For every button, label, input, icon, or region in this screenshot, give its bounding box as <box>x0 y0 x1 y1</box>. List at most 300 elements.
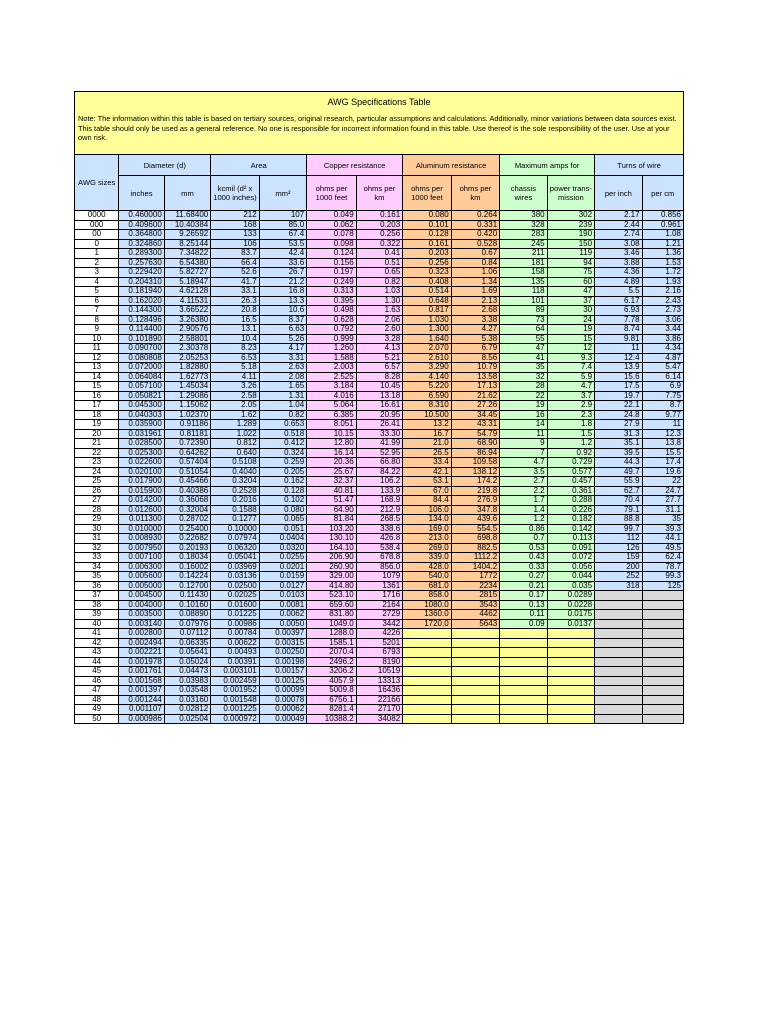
cell-inches: 0.090700 <box>119 344 164 354</box>
cell-power: 24 <box>547 315 594 325</box>
cell-power: 150 <box>547 239 594 249</box>
cell-mm: 0.03160 <box>164 695 210 705</box>
cell-cu-ft: 659.60 <box>307 600 357 610</box>
cell-chassis <box>500 695 547 705</box>
cell-cu-ft: 260.90 <box>307 562 357 572</box>
cell-kcmil: 0.07974 <box>211 534 260 544</box>
cell-power: 4.7 <box>547 382 594 392</box>
cell-al-km: 219.8 <box>451 486 500 496</box>
cell-cu-km: 1.63 <box>356 306 402 316</box>
cell-al-ft: 0.080 <box>403 211 452 221</box>
header-mm2: mm² <box>259 176 306 211</box>
cell-mm: 1.29086 <box>164 391 210 401</box>
cell-per-cm <box>642 714 683 724</box>
cell-per-inch: 7.78 <box>595 315 642 325</box>
cell-al-km: 0.528 <box>451 239 500 249</box>
cell-power <box>547 629 594 639</box>
cell-kcmil: 0.02500 <box>211 581 260 591</box>
cell-power <box>547 676 594 686</box>
header-al-ohms-per-1000ft: ohms per 1000 feet <box>403 176 452 211</box>
cell-chassis <box>500 657 547 667</box>
cell-per-cm: 1.36 <box>642 249 683 259</box>
cell-per-inch <box>595 619 642 629</box>
cell-per-cm: 62.4 <box>642 553 683 563</box>
cell-per-inch: 70.4 <box>595 496 642 506</box>
cell-cu-ft: 16.14 <box>307 448 357 458</box>
cell-al-ft: 428.0 <box>403 562 452 572</box>
cell-cu-km: 0.82 <box>356 277 402 287</box>
cell-chassis: 4.7 <box>500 458 547 468</box>
cell-per-inch: 112 <box>595 534 642 544</box>
table-row <box>75 600 684 610</box>
cell-al-ft: 3.290 <box>403 363 452 373</box>
cell-per-cm: 13.8 <box>642 439 683 449</box>
cell-power: 0.0228 <box>547 600 594 610</box>
cell-per-inch <box>595 705 642 715</box>
cell-inches: 0.057100 <box>119 382 164 392</box>
table-row <box>75 448 684 458</box>
cell-chassis: 64 <box>500 325 547 335</box>
cell-chassis: 101 <box>500 296 547 306</box>
cell-cu-km: 212.9 <box>356 505 402 515</box>
cell-cu-km: 5201 <box>356 638 402 648</box>
cell-chassis: 2.2 <box>500 486 547 496</box>
cell-kcmil: 0.812 <box>211 439 260 449</box>
header-mm: mm <box>164 176 210 211</box>
cell-cu-km: 2164 <box>356 600 402 610</box>
cell-cu-ft: 2496.2 <box>307 657 357 667</box>
cell-al-ft <box>403 686 452 696</box>
table-row <box>75 391 684 401</box>
cell-chassis: 16 <box>500 410 547 420</box>
cell-chassis <box>500 638 547 648</box>
cell-awg: 7 <box>75 306 119 316</box>
cell-chassis: 35 <box>500 363 547 373</box>
cell-cu-ft: 329.00 <box>307 572 357 582</box>
cell-awg: 18 <box>75 410 119 420</box>
cell-cu-km: 20.95 <box>356 410 402 420</box>
cell-al-km: 1772 <box>451 572 500 582</box>
cell-al-ft <box>403 638 452 648</box>
cell-per-inch: 24.8 <box>595 410 642 420</box>
cell-power: 37 <box>547 296 594 306</box>
cell-mm: 0.14224 <box>164 572 210 582</box>
cell-power <box>547 657 594 667</box>
cell-chassis: 0.13 <box>500 600 547 610</box>
cell-cu-km: 133.9 <box>356 486 402 496</box>
cell-cu-ft: 8.051 <box>307 420 357 430</box>
table-row <box>75 524 684 534</box>
header-cu-ohms-per-1000ft: ohms per 1000 feet <box>307 176 357 211</box>
cell-per-inch: 44.3 <box>595 458 642 468</box>
cell-mm2: 0.0081 <box>259 600 306 610</box>
cell-al-km <box>451 648 500 658</box>
cell-mm: 7.34822 <box>164 249 210 259</box>
cell-cu-ft: 0.124 <box>307 249 357 259</box>
cell-awg: 24 <box>75 467 119 477</box>
cell-al-km <box>451 676 500 686</box>
cell-cu-km: 3442 <box>356 619 402 629</box>
cell-awg: 000 <box>75 220 119 230</box>
cell-cu-km: 6.57 <box>356 363 402 373</box>
cell-power: 47 <box>547 287 594 297</box>
cell-cu-km: 4226 <box>356 629 402 639</box>
cell-per-cm: 27.7 <box>642 496 683 506</box>
cell-mm2: 107 <box>259 211 306 221</box>
cell-power: 119 <box>547 249 594 259</box>
cell-al-ft: 1360.0 <box>403 610 452 620</box>
cell-mm2: 0.00125 <box>259 676 306 686</box>
cell-inches: 0.144300 <box>119 306 164 316</box>
cell-per-inch: 31.3 <box>595 429 642 439</box>
cell-chassis: 9 <box>500 439 547 449</box>
cell-cu-ft: 81.84 <box>307 515 357 525</box>
cell-kcmil: 4.11 <box>211 372 260 382</box>
cell-inches: 0.015900 <box>119 486 164 496</box>
cell-al-ft: 0.648 <box>403 296 452 306</box>
table-row <box>75 638 684 648</box>
cell-mm2: 0.82 <box>259 410 306 420</box>
cell-power <box>547 648 594 658</box>
cell-power: 75 <box>547 268 594 278</box>
header-turns-per-cm: per cm <box>642 176 683 211</box>
cell-cu-km: 8.28 <box>356 372 402 382</box>
cell-per-inch <box>595 638 642 648</box>
cell-al-ft: 0.408 <box>403 277 452 287</box>
cell-cu-km: 2729 <box>356 610 402 620</box>
cell-mm: 0.07112 <box>164 629 210 639</box>
cell-power <box>547 667 594 677</box>
cell-kcmil: 0.640 <box>211 448 260 458</box>
cell-power <box>547 695 594 705</box>
table-row <box>75 505 684 515</box>
cell-awg: 11 <box>75 344 119 354</box>
cell-al-km: 4462 <box>451 610 500 620</box>
table-row <box>75 353 684 363</box>
cell-chassis: 283 <box>500 230 547 240</box>
cell-mm2: 21.2 <box>259 277 306 287</box>
cell-mm: 0.40386 <box>164 486 210 496</box>
cell-cu-km: 0.256 <box>356 230 402 240</box>
cell-inches: 0.007950 <box>119 543 164 553</box>
cell-per-cm: 39.3 <box>642 524 683 534</box>
cell-awg: 45 <box>75 667 119 677</box>
cell-per-cm: 6.9 <box>642 382 683 392</box>
table-row <box>75 486 684 496</box>
cell-per-inch: 99.7 <box>595 524 642 534</box>
cell-per-cm: 1.08 <box>642 230 683 240</box>
table-row <box>75 372 684 382</box>
cell-per-cm: 3.86 <box>642 334 683 344</box>
header-area: Area <box>211 155 307 176</box>
cell-chassis <box>500 648 547 658</box>
cell-kcmil: 0.00784 <box>211 629 260 639</box>
cell-per-cm: 8.7 <box>642 401 683 411</box>
cell-inches: 0.010000 <box>119 524 164 534</box>
cell-al-ft: 106.0 <box>403 505 452 515</box>
cell-al-ft: 84.4 <box>403 496 452 506</box>
cell-awg: 00 <box>75 230 119 240</box>
cell-mm2: 8.37 <box>259 315 306 325</box>
cell-al-ft: 53.1 <box>403 477 452 487</box>
table-row <box>75 477 684 487</box>
cell-cu-km: 27170 <box>356 705 402 715</box>
cell-mm: 0.20193 <box>164 543 210 553</box>
cell-kcmil: 20.8 <box>211 306 260 316</box>
cell-awg: 8 <box>75 315 119 325</box>
cell-al-km: 1112.2 <box>451 553 500 563</box>
cell-al-ft <box>403 629 452 639</box>
cell-kcmil: 168 <box>211 220 260 230</box>
cell-awg: 4 <box>75 277 119 287</box>
cell-per-inch: 6.93 <box>595 306 642 316</box>
cell-power: 190 <box>547 230 594 240</box>
cell-per-inch: 5.5 <box>595 287 642 297</box>
cell-chassis: 1.7 <box>500 496 547 506</box>
cell-awg: 17 <box>75 401 119 411</box>
cell-per-inch: 3.46 <box>595 249 642 259</box>
table-row <box>75 534 684 544</box>
cell-mm: 10.40384 <box>164 220 210 230</box>
cell-mm: 0.64262 <box>164 448 210 458</box>
cell-mm: 1.15062 <box>164 401 210 411</box>
cell-cu-km: 1079 <box>356 572 402 582</box>
cell-cu-ft: 10.15 <box>307 429 357 439</box>
cell-chassis: 0.27 <box>500 572 547 582</box>
cell-cu-km: 8190 <box>356 657 402 667</box>
cell-al-ft: 2.070 <box>403 344 452 354</box>
table-row <box>75 439 684 449</box>
cell-chassis: 118 <box>500 287 547 297</box>
cell-mm2: 3.31 <box>259 353 306 363</box>
cell-cu-km: 66.80 <box>356 458 402 468</box>
cell-kcmil: 0.3204 <box>211 477 260 487</box>
cell-inches: 0.008930 <box>119 534 164 544</box>
cell-per-cm: 2.73 <box>642 306 683 316</box>
cell-inches: 0.005000 <box>119 581 164 591</box>
cell-al-ft: 5.220 <box>403 382 452 392</box>
cell-mm2: 0.00397 <box>259 629 306 639</box>
table-row <box>75 401 684 411</box>
cell-al-ft: 213.0 <box>403 534 452 544</box>
cell-al-km: 2234 <box>451 581 500 591</box>
header-copper-resistance: Copper resistance <box>307 155 403 176</box>
cell-cu-ft: 0.792 <box>307 325 357 335</box>
cell-al-ft <box>403 705 452 715</box>
table-row <box>75 315 684 325</box>
cell-inches: 0.006300 <box>119 562 164 572</box>
cell-awg: 13 <box>75 363 119 373</box>
cell-power: 30 <box>547 306 594 316</box>
cell-kcmil: 83.7 <box>211 249 260 259</box>
table-row <box>75 410 684 420</box>
cell-al-km: 8.56 <box>451 353 500 363</box>
cell-cu-ft: 6756.1 <box>307 695 357 705</box>
cell-cu-km: 10519 <box>356 667 402 677</box>
cell-power: 0.0137 <box>547 619 594 629</box>
cell-kcmil: 0.2528 <box>211 486 260 496</box>
cell-awg: 27 <box>75 496 119 506</box>
cell-power <box>547 638 594 648</box>
cell-inches: 0.001978 <box>119 657 164 667</box>
cell-kcmil: 41.7 <box>211 277 260 287</box>
cell-per-cm: 19.6 <box>642 467 683 477</box>
cell-cu-ft: 4.016 <box>307 391 357 401</box>
cell-chassis: 55 <box>500 334 547 344</box>
cell-mm2: 26.7 <box>259 268 306 278</box>
cell-per-cm: 99.3 <box>642 572 683 582</box>
cell-per-cm <box>642 657 683 667</box>
cell-inches: 0.204310 <box>119 277 164 287</box>
cell-cu-km: 426.8 <box>356 534 402 544</box>
cell-cu-ft: 0.098 <box>307 239 357 249</box>
cell-chassis: 0.09 <box>500 619 547 629</box>
table-row <box>75 287 684 297</box>
cell-cu-ft: 12.80 <box>307 439 357 449</box>
cell-cu-km: 0.203 <box>356 220 402 230</box>
cell-cu-ft: 0.249 <box>307 277 357 287</box>
cell-inches: 0.020100 <box>119 467 164 477</box>
table-row <box>75 629 684 639</box>
cell-al-km: 54.79 <box>451 429 500 439</box>
cell-awg: 37 <box>75 591 119 601</box>
cell-per-inch: 9.81 <box>595 334 642 344</box>
cell-al-ft: 134.0 <box>403 515 452 525</box>
cell-kcmil: 0.10000 <box>211 524 260 534</box>
cell-per-cm: 2.16 <box>642 287 683 297</box>
cell-cu-ft: 25.67 <box>307 467 357 477</box>
cell-cu-ft: 523.10 <box>307 591 357 601</box>
table-row <box>75 676 684 686</box>
cell-mm2: 0.0201 <box>259 562 306 572</box>
cell-mm: 8.25144 <box>164 239 210 249</box>
cell-per-inch: 55.9 <box>595 477 642 487</box>
cell-cu-km: 33.30 <box>356 429 402 439</box>
cell-al-km: 1.34 <box>451 277 500 287</box>
cell-mm2: 0.0159 <box>259 572 306 582</box>
cell-al-km: 0.264 <box>451 211 500 221</box>
cell-cu-ft: 0.156 <box>307 258 357 268</box>
cell-al-ft: 0.323 <box>403 268 452 278</box>
cell-mm: 0.02812 <box>164 705 210 715</box>
cell-inches: 0.001107 <box>119 705 164 715</box>
cell-power: 0.361 <box>547 486 594 496</box>
cell-mm2: 0.0103 <box>259 591 306 601</box>
cell-inches: 0.035900 <box>119 420 164 430</box>
disclaimer-note: Note: The information within this table is based on tertiary sources, original research, particular assumptions and calculations. Additionally, minor variations between data sources exist. This table should only be used as a general reference. No one is responsible for incorrect information found in this table. Use thereof is the sole responsibility of the user. Use at your own risk. <box>75 112 684 155</box>
cell-kcmil: 0.00986 <box>211 619 260 629</box>
cell-kcmil: 0.2016 <box>211 496 260 506</box>
cell-mm2: 42.4 <box>259 249 306 259</box>
header-awg-sizes: AWG sizes <box>75 155 119 211</box>
cell-awg: 2 <box>75 258 119 268</box>
cell-cu-km: 678.8 <box>356 553 402 563</box>
cell-al-km: 6.79 <box>451 344 500 354</box>
header-inches: inches <box>119 176 164 211</box>
cell-mm: 0.32004 <box>164 505 210 515</box>
cell-inches: 0.000986 <box>119 714 164 724</box>
cell-al-km: 109.58 <box>451 458 500 468</box>
cell-per-cm: 1.21 <box>642 239 683 249</box>
cell-mm2: 33.6 <box>259 258 306 268</box>
cell-al-km <box>451 657 500 667</box>
cell-awg: 3 <box>75 268 119 278</box>
cell-cu-km: 856.0 <box>356 562 402 572</box>
cell-power: 0.0289 <box>547 591 594 601</box>
table-row <box>75 657 684 667</box>
cell-power: 1.2 <box>547 439 594 449</box>
cell-chassis: 245 <box>500 239 547 249</box>
header-chassis-wires: chassis wires <box>500 176 547 211</box>
cell-mm2: 0.0062 <box>259 610 306 620</box>
cell-chassis: 89 <box>500 306 547 316</box>
cell-mm: 11.68400 <box>164 211 210 221</box>
cell-al-ft: 269.0 <box>403 543 452 553</box>
cell-al-km: 698.8 <box>451 534 500 544</box>
cell-inches: 0.003500 <box>119 610 164 620</box>
cell-cu-ft: 6.385 <box>307 410 357 420</box>
cell-cu-km: 1361 <box>356 581 402 591</box>
cell-awg: 42 <box>75 638 119 648</box>
cell-al-ft: 21.0 <box>403 439 452 449</box>
cell-cu-ft: 2.003 <box>307 363 357 373</box>
cell-awg: 39 <box>75 610 119 620</box>
cell-awg: 47 <box>75 686 119 696</box>
cell-al-ft: 1.640 <box>403 334 452 344</box>
table-row <box>75 686 684 696</box>
cell-cu-km: 6793 <box>356 648 402 658</box>
cell-power: 0.288 <box>547 496 594 506</box>
cell-cu-ft: 1049.0 <box>307 619 357 629</box>
cell-mm: 0.05024 <box>164 657 210 667</box>
cell-awg: 0000 <box>75 211 119 221</box>
cell-mm2: 0.102 <box>259 496 306 506</box>
cell-inches: 0.040303 <box>119 410 164 420</box>
cell-awg: 16 <box>75 391 119 401</box>
table-row <box>75 429 684 439</box>
table-row <box>75 496 684 506</box>
cell-inches: 0.050821 <box>119 391 164 401</box>
cell-mm2: 16.8 <box>259 287 306 297</box>
cell-kcmil: 2.05 <box>211 401 260 411</box>
cell-per-cm: 35 <box>642 515 683 525</box>
cell-chassis: 47 <box>500 344 547 354</box>
table-row <box>75 268 684 278</box>
cell-al-ft: 681.0 <box>403 581 452 591</box>
cell-cu-ft: 40.81 <box>307 486 357 496</box>
table-row <box>75 591 684 601</box>
table-row <box>75 296 684 306</box>
cell-mm2: 0.162 <box>259 477 306 487</box>
cell-al-ft: 540.0 <box>403 572 452 582</box>
cell-mm2: 0.080 <box>259 505 306 515</box>
cell-al-ft: 1720.0 <box>403 619 452 629</box>
cell-power: 0.072 <box>547 553 594 563</box>
cell-al-km: 10.79 <box>451 363 500 373</box>
cell-per-inch <box>595 676 642 686</box>
cell-power <box>547 686 594 696</box>
cell-awg: 6 <box>75 296 119 306</box>
cell-cu-ft: 2.525 <box>307 372 357 382</box>
cell-cu-ft: 0.049 <box>307 211 357 221</box>
cell-kcmil: 0.05041 <box>211 553 260 563</box>
cell-cu-km: 268.5 <box>356 515 402 525</box>
cell-per-cm <box>642 629 683 639</box>
cell-per-cm: 1.72 <box>642 268 683 278</box>
cell-per-inch <box>595 629 642 639</box>
cell-mm: 9.26592 <box>164 230 210 240</box>
cell-mm: 0.45466 <box>164 477 210 487</box>
